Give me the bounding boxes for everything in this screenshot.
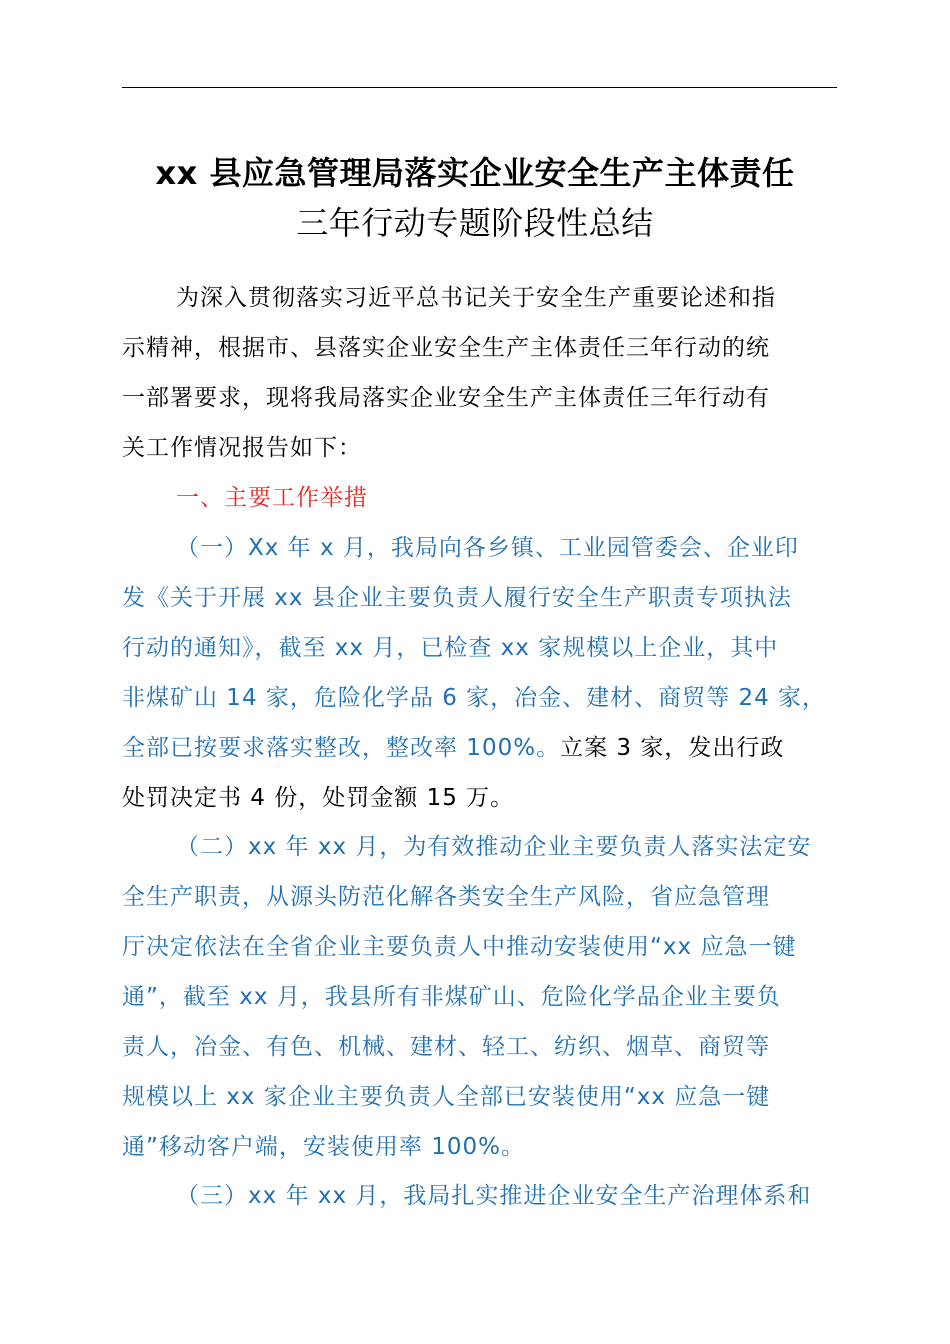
item-3-line: （三）xx 年 xx 月，我局扎实推进企业安全生产治理体系和 [176, 1183, 812, 1209]
item-1-line: 行动的通知》，截至 xx 月，已检查 xx 家规模以上企业，其中 [122, 635, 779, 661]
title-line-1 [100, 148, 850, 198]
item-2-line: 通”，截至 xx 月，我县所有非煤矿山、危险化学品企业主要负 [122, 984, 781, 1010]
item-2-line: （二）xx 年 xx 月，为有效推动企业主要负责人落实法定安 [176, 834, 812, 860]
intro-line: 为深入贯彻落实习近平总书记关于安全生产重要论述和指 [176, 285, 776, 311]
item-2-line: 全生产职责，从源头防范化解各类安全生产风险，省应急管理 [122, 884, 770, 910]
title-line-1-text: 县应急管理局落实企业安全生产主体责任 [197, 154, 795, 192]
item-1-line-mixed [122, 723, 842, 773]
section-heading [122, 473, 842, 523]
item-1-line: 全部已按要求落实整改，整改率 100%。 [122, 735, 561, 761]
intro-line: 关工作情况报告如下： [122, 435, 362, 461]
intro-line: 示精神，根据市、县落实企业安全生产主体责任三年行动的统 [122, 335, 770, 361]
title-line-2: 三年行动专题阶段性总结 [296, 204, 654, 242]
item-2-paragraph [122, 822, 842, 1172]
section-heading-text: 一、主要工作举措 [176, 485, 368, 511]
title-prefix: xx [155, 154, 198, 192]
item-1-line: 非煤矿山 14 家，危险化学品 6 家，冶金、建材、商贸等 24 家， [122, 685, 827, 711]
intro-line: 一部署要求，现将我局落实企业安全生产主体责任三年行动有 [122, 385, 770, 411]
item-2-line: 厅决定依法在全省企业主要负责人中推动安装使用“xx 应急一键 [122, 934, 797, 960]
item-1-line: 发《关于开展 xx 县企业主要负责人履行安全生产职责专项执法 [122, 585, 792, 611]
item-2-line: 责人，冶金、有色、机械、建材、轻工、纺织、烟草、商贸等 [122, 1034, 770, 1060]
item-2-line: 规模以上 xx 家企业主要负责人全部已安装使用“xx 应急一键 [122, 1084, 771, 1110]
item-1-tail-b: 处罚决定书 4 份，处罚金额 15 万。 [122, 785, 515, 811]
item-2-line: 通”移动客户端，安装使用率 100%。 [122, 1134, 525, 1160]
item-1-tail-a: 立案 3 家，发出行政 [560, 735, 785, 761]
item-1-line: （一）Xx 年 x 月，我局向各乡镇、工业园管委会、企业印 [176, 535, 799, 561]
header-rule [122, 87, 837, 88]
intro-paragraph [122, 273, 842, 473]
item-3-paragraph [122, 1171, 842, 1221]
item-1-paragraph [122, 523, 842, 823]
